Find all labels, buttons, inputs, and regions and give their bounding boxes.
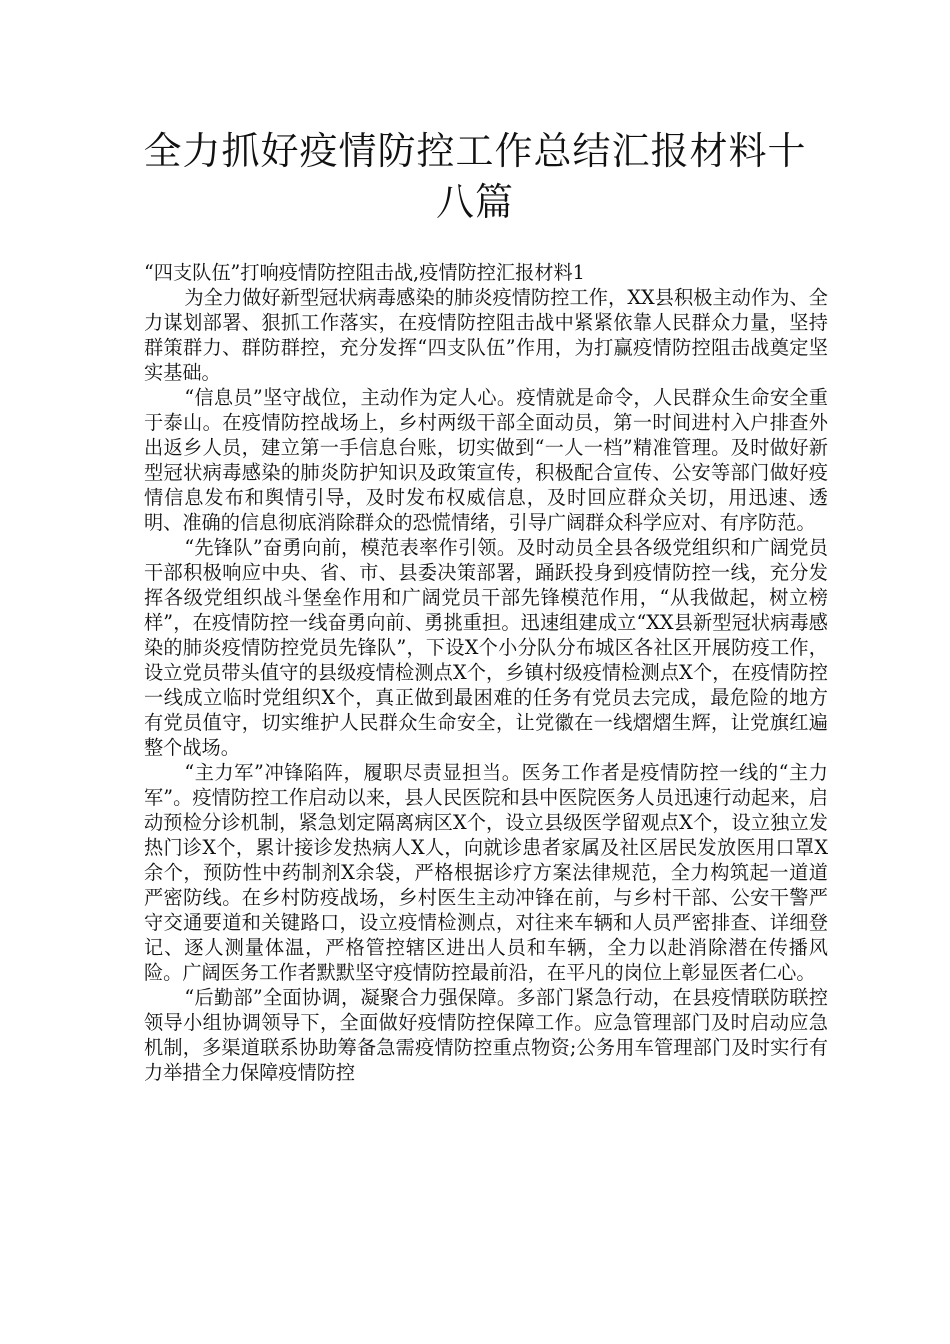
document-body <box>144 260 828 1085</box>
section-heading: “四支队伍”打响疫情防控阻击战,疫情防控汇报材料1 <box>144 261 585 284</box>
document-title: 全力抓好疫情防控工作总结汇报材料十八篇 <box>143 129 807 224</box>
paragraph-logistics: “后勤部”全面协调，凝聚合力强保障。多部门紧急行动，在县疫情联防联控领导小组协调领导下，全面做好疫情防控保障工作。应急管理部门及时启动应急机制，多渠道联系协助筹备急需疫情防控重点物资;公务用车管理部门及时实行有力举措全力保障疫情防控 <box>144 986 828 1084</box>
paragraph-vanguard: “先锋队”奋勇向前，模范表率作引领。及时动员全县各级党组织和广阔党员干部积极响应中央、省、市、县委决策部署，踊跃投身到疫情防控一线，充分发挥各级党组织战斗堡垒作用和广阔党员干部先锋模范作用，“从我做起，树立榜样”，在疫情防控一线奋勇向前、勇挑重担。迅速组建成立“XX县新型冠状病毒感染的肺炎疫情防控党员先锋队”，下设X个小分队分布城区各社区开展防疫工作，设立党员带头值守的县级疫情检测点X个，乡镇村级疫情检测点X个，在疫情防控一线成立临时党组织X个，真正做到最困难的任务有党员去完成，最危险的地方有党员值守，切实维护人民群众生命安全，让党徽在一线熠熠生辉，让党旗红遍整个战场。 <box>144 536 828 759</box>
paragraph-informants: “信息员”坚守战位，主动作为定人心。疫情就是命令，人民群众生命安全重于泰山。在疫情防控战场上，乡村两级干部全面动员，第一时间进村入户排查外出返乡人员，建立第一手信息台账，切实做到“一人一档”精准管理。及时做好新型冠状病毒感染的肺炎防护知识及政策宣传，积极配合宣传、公安等部门做好疫情信息发布和舆情引导，及时发布权威信息，及时回应群众关切，用迅速、透明、准确的信息彻底消除群众的恐慌情绪，引导广阔群众科学应对、有序防范。 <box>144 386 828 534</box>
paragraph-main-force: “主力军”冲锋陷阵，履职尽责显担当。医务工作者是疫情防控一线的“主力军”。疫情防控工作启动以来，县人民医院和县中医院医务人员迅速行动起来，启动预检分诊机制，紧急划定隔离病区X个，设立县级医学留观点X个，设立独立发热门诊X个，累计接诊发热病人X人，向就诊患者家属及社区居民发放医用口罩X余个，预防性中药制剂X余袋，严格根据诊疗方案法律规范，全力构筑起一道道严密防线。在乡村防疫战场，乡村医生主动冲锋在前，与乡村干部、公安干警严守交通要道和关键路口，设立疫情检测点，对往来车辆和人员严密排查、详细登记、逐人测量体温，严格管控辖区进出人员和车辆，全力以赴消除潜在传播风险。广阔医务工作者默默坚守疫情防控最前沿，在平凡的岗位上彰显医者仁心。 <box>144 761 828 984</box>
paragraph-intro: 为全力做好新型冠状病毒感染的肺炎疫情防控工作，XX县积极主动作为、全力谋划部署、狠抓工作落实，在疫情防控阻击战中紧紧依靠人民群众力量，坚持群策群力、群防群控，充分发挥“四支队伍”作用，为打赢疫情防控阻击战奠定坚实基础。 <box>144 286 828 384</box>
